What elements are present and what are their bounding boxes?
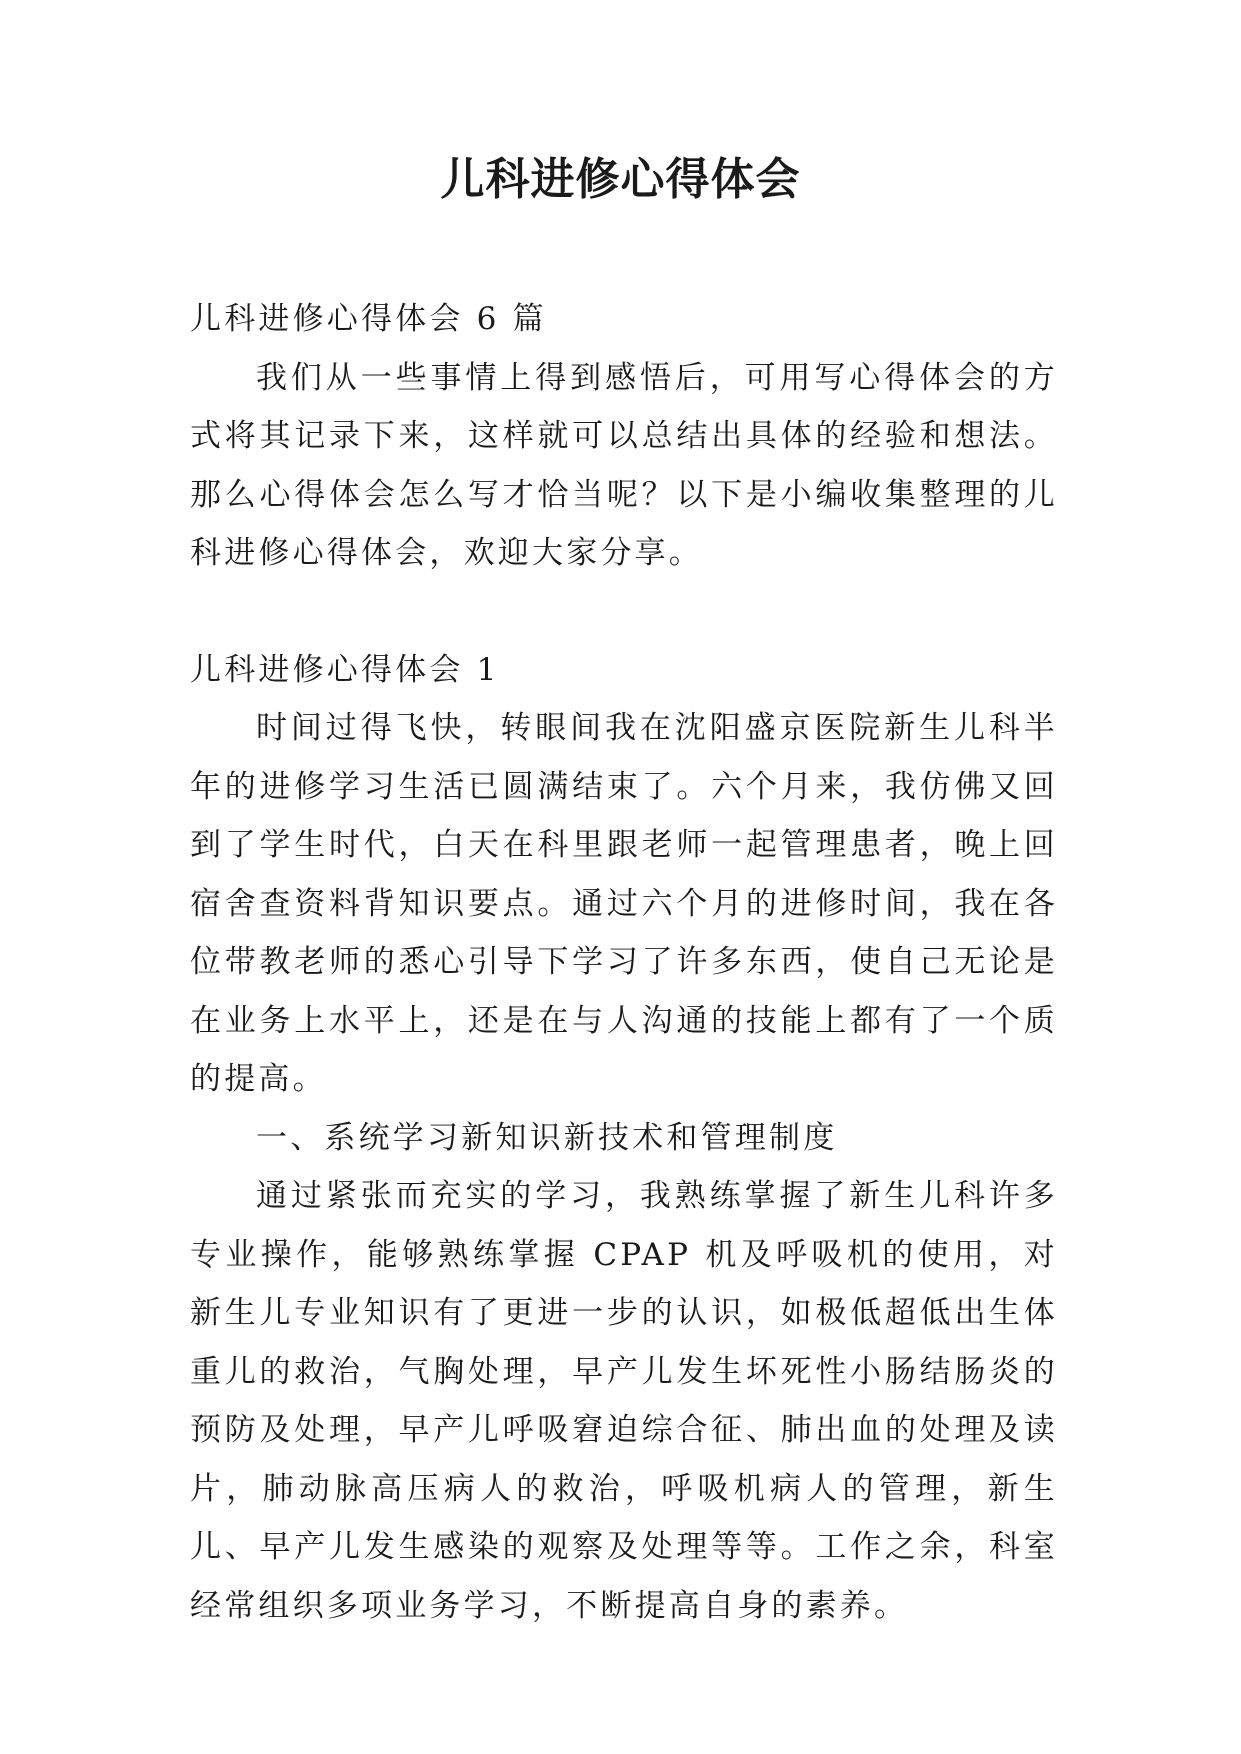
section-heading: 儿科进修心得体会 1 xyxy=(190,651,500,688)
body-paragraph: 通过紧张而充实的学习，我熟练掌握了新生儿科许多专业操作，能够熟练掌握 CPAP 机及呼吸机的使用，对新生儿专业知识有了更进一步的认识，如极低超低出生体重儿的救治，气胸处理，早产儿发生坏死性小肠结肠炎的预防及处理，早产儿呼吸窘迫综合征、肺出血的处理及读片，肺动脉高压病人的救治，呼吸机病人的管理，新生儿、早产儿发生感染的观察及处理等等。工作之余，科室经常组织多项业务学习，不断提高自身的素养。 xyxy=(190,1178,1058,1624)
document-body xyxy=(190,290,1058,1635)
intro-paragraph: 我们从一些事情上得到感悟后，可用写心得体会的方式将其记录下来，这样就可以总结出具体的经验和想法。那么心得体会怎么写才恰当呢？以下是小编收集整理的儿科进修心得体会，欢迎大家分享。 xyxy=(190,359,1058,571)
document-title: 儿科进修心得体会 xyxy=(440,154,801,205)
section-spacer xyxy=(190,583,1058,641)
subheading: 一、系统学习新知识新技术和管理制度 xyxy=(256,1119,838,1156)
body-paragraph: 时间过得飞快，转眼间我在沈阳盛京医院新生儿科半年的进修学习生活已圆满结束了。六个月来，我仿佛又回到了学生时代，白天在科里跟老师一起管理患者，晚上回宿舍查资料背知识要点。通过六个月的进修时间，我在各位带教老师的悉心引导下学习了许多东西，使自己无论是在业务上水平上，还是在与人沟通的技能上都有了一个质的提高。 xyxy=(190,710,1058,1097)
document-subtitle: 儿科进修心得体会 6 篇 xyxy=(190,301,547,337)
